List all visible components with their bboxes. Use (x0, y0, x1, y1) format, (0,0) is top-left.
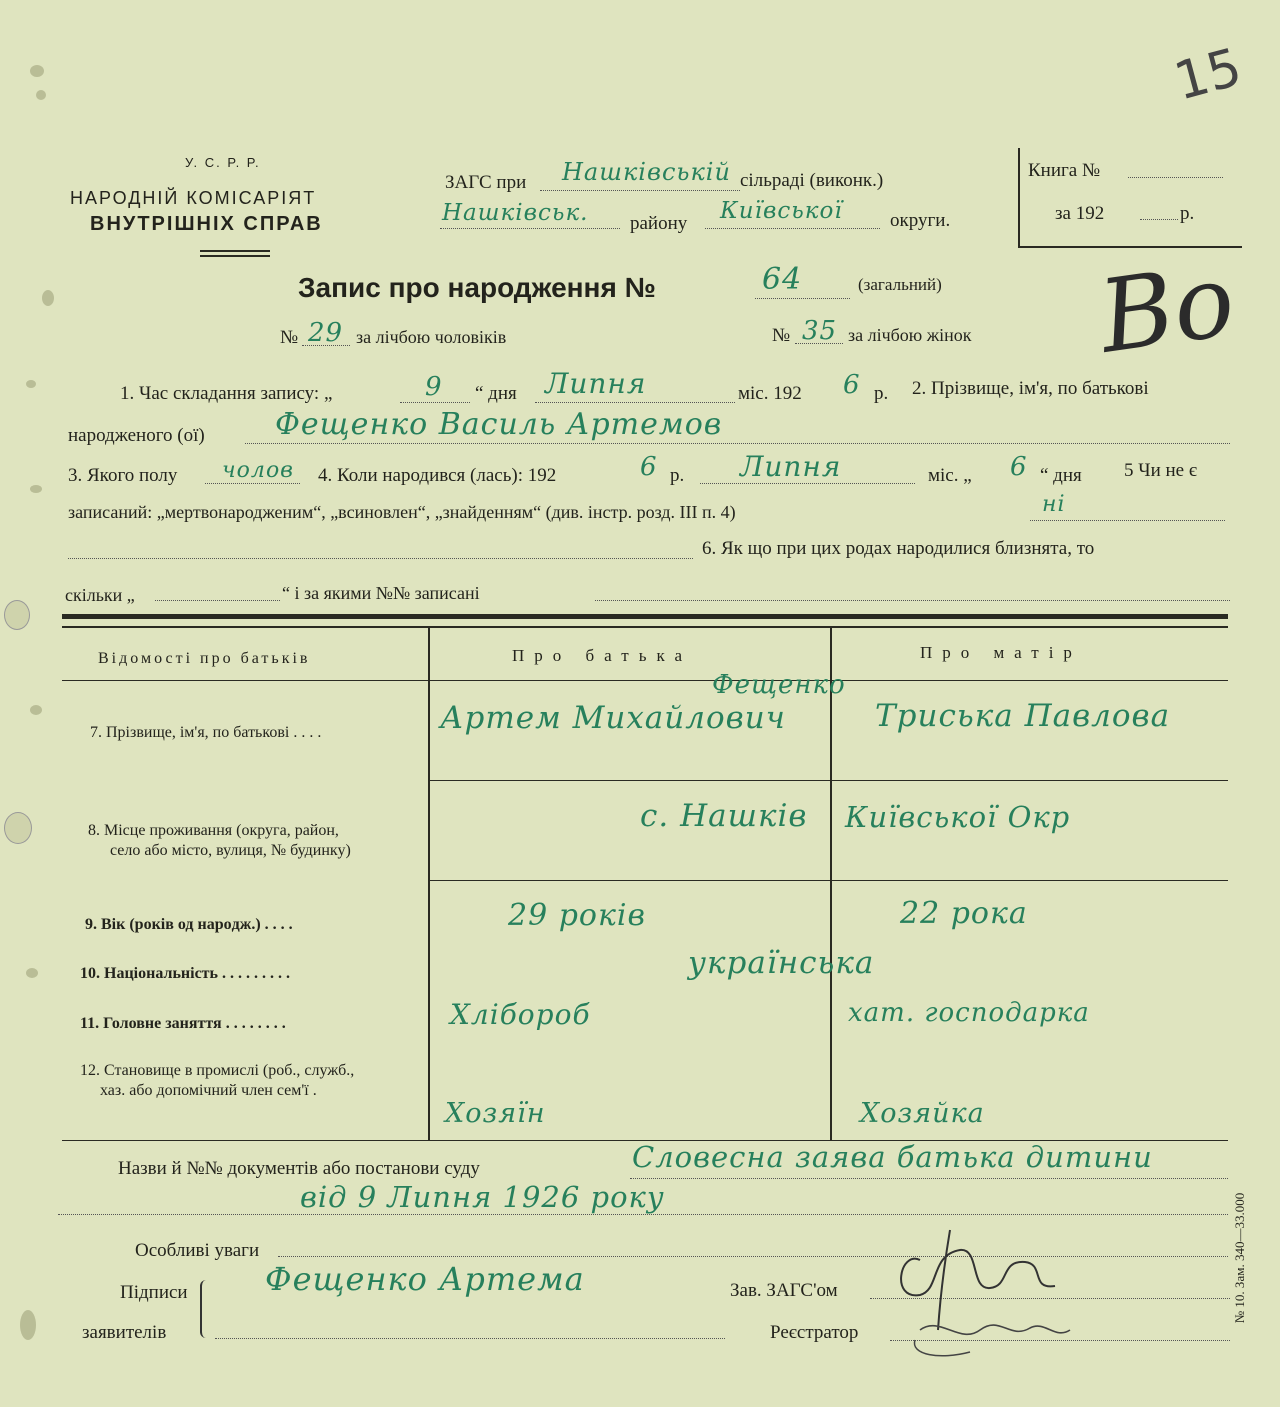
row7-father: Артем Михайлович (440, 700, 786, 736)
row7-father-extra: Фещенко (712, 670, 846, 700)
punch-hole (26, 380, 36, 388)
docs-value-2: від 9 Липня 1926 року (300, 1180, 665, 1214)
signatures-label-1: Підписи (120, 1282, 188, 1303)
table-col-divider (830, 628, 832, 1140)
born-name: Фещенко Василь Артемов (275, 407, 723, 442)
q4-dnya: “ дня (1040, 465, 1082, 486)
header-rule (200, 250, 270, 252)
record-general-label: (загальний) (858, 275, 942, 294)
q6-count-line (155, 600, 280, 601)
row8-label: 8. Місце проживання (округа, район, (88, 822, 339, 839)
q5-line (1030, 520, 1225, 521)
row12-father: Хозяїн (445, 1098, 546, 1129)
q4-month: Липня (740, 450, 842, 483)
q1-day-line (400, 402, 470, 403)
q6-label: 6. Як що при цих родах народилися близнята, то (702, 538, 1095, 559)
record-title: Запис про народження № (298, 272, 656, 303)
book-label: Книга № (1028, 160, 1101, 181)
notes-label: Особливі уваги (135, 1240, 260, 1261)
q6-text-b: “ і за якими №№ записані (282, 583, 480, 603)
commissariat-line-1: НАРОДНІЙ КОМІСАРІЯТ (70, 188, 317, 208)
q4-month-line (700, 483, 915, 484)
registrar-label: Реєстратор (770, 1322, 859, 1343)
table-col-divider (428, 628, 430, 1140)
row9-father: 29 років (508, 898, 646, 933)
q6-numbers-line (595, 600, 1230, 601)
book-year-line (1140, 219, 1178, 220)
q1-year-prefix: міс. 192 (738, 383, 802, 404)
q4-mis: міс. „ (928, 465, 972, 486)
q5-value: ні (1042, 492, 1066, 517)
col-header-info: Відомості про батьків (98, 650, 311, 667)
women-number-prefix: № (772, 325, 791, 346)
row8-father: с. Нашків (640, 798, 808, 834)
table-row-rule (430, 880, 1228, 881)
head-label: Зав. ЗАГС'ом (730, 1280, 838, 1301)
born-name-line (245, 443, 1230, 444)
district-value: Нашківськ. (442, 200, 589, 226)
table-header-rule (62, 680, 1228, 681)
district-line (440, 228, 620, 229)
applicant-signature-line (215, 1338, 725, 1339)
q4-r: р. (670, 465, 685, 486)
men-number-prefix: № (280, 327, 299, 348)
punch-hole (30, 65, 44, 77)
row11-mother: хат. господарка (848, 998, 1090, 1028)
punch-hole (4, 812, 32, 844)
okrug-line (705, 228, 880, 229)
corner-pencil-mark: 15 (1168, 37, 1248, 113)
side-print-code: № 10. Зам. 340—33.000 (1232, 1192, 1247, 1324)
signature-brace (200, 1280, 210, 1338)
book-number-line (1128, 177, 1223, 178)
punch-hole (4, 600, 30, 630)
q1-day: 9 (425, 372, 443, 402)
punch-hole (30, 705, 42, 715)
q4-label: 4. Коли народився (лась): 192 (318, 465, 557, 486)
women-count-label: за лічбою жінок (848, 325, 972, 345)
row12-label-2: хаз. або допомічний член сем'ї . (100, 1082, 317, 1099)
q6-line (68, 558, 693, 559)
punch-hole (36, 90, 46, 100)
punch-hole (30, 485, 42, 493)
signatures-label-2: заявителів (82, 1322, 167, 1343)
q2-label: 2. Прізвище, ім'я, по батькові (912, 378, 1149, 399)
q5-label: 5 Чи не є (1124, 460, 1198, 481)
row10-shared: українська (688, 945, 875, 981)
book-year-prefix: за 192 (1055, 203, 1105, 224)
q5-text: записаний: „мертвонародженим“, „всиновлен“, „знайденням“ (див. інстр. розд. III п. 4) (68, 502, 736, 522)
okrug-label: округи. (890, 210, 951, 231)
docs-line (630, 1178, 1228, 1179)
punch-hole (26, 968, 38, 978)
punch-hole (20, 1310, 36, 1340)
q1-year: 6 (843, 370, 861, 400)
q4-year: 6 (640, 452, 658, 482)
zags-council-line (540, 190, 740, 191)
q1-month-line (535, 402, 735, 403)
zags-suffix: сільраді (виконк.) (740, 170, 884, 191)
row9-label: 9. Вік (років од нарoдж.) . . . . (85, 916, 293, 933)
header-rule (200, 255, 270, 257)
row11-father: Хлібороб (450, 998, 591, 1031)
row8-mother: Київської Окр (845, 800, 1071, 834)
q6-text-a: скільки „ (65, 585, 135, 605)
q3-label: 3. Якого полу (68, 465, 178, 486)
table-row-rule (430, 780, 1228, 781)
ussr-label: У. С. Р. Р. (185, 155, 261, 170)
district-label: району (630, 213, 688, 234)
punch-hole (42, 290, 54, 306)
row7-mother: Триська Павлова (875, 698, 1171, 734)
row11-label: 11. Головне заняття . . . . . . . . (80, 1015, 286, 1032)
zags-prefix: ЗАГС при (445, 172, 527, 193)
corner-ink-mark: Во (1092, 241, 1242, 376)
col-header-mother: Про матір (920, 643, 1082, 662)
row7-label: 7. Прізвище, ім'я, по батькові . . . . (90, 724, 322, 741)
q1-label: 1. Час складання запису: „ (120, 383, 333, 404)
record-number: 64 (762, 262, 803, 297)
docs-label: Назви й №№ документів або постанови суду (118, 1158, 480, 1179)
men-count-label: за лічбою чоловіків (356, 327, 507, 347)
q1-year-suffix: р. (874, 383, 889, 404)
row8-label-2: село або місто, вулиця, № будинку) (110, 842, 351, 859)
table-top-rule (62, 614, 1228, 619)
q1-mid: “ дня (475, 383, 517, 404)
row9-mother: 22 рока (900, 896, 1028, 931)
head-signature-mark (880, 1220, 1100, 1370)
book-year-suffix: р. (1180, 203, 1195, 224)
q4-day: 6 (1010, 452, 1028, 482)
table-top-rule-thin (62, 626, 1228, 628)
okrug-value: Київської (720, 198, 843, 224)
q1-month: Липня (545, 367, 647, 400)
commissariat-line-2: ВНУТРІШНІХ СПРАВ (90, 213, 323, 235)
zags-council-value: Нашківській (562, 158, 731, 186)
docs-line-2 (58, 1214, 1228, 1215)
applicant-signature: Фещенко Артема (265, 1260, 585, 1298)
row12-mother: Хозяйка (860, 1098, 985, 1129)
row12-label: 12. Становище в промислі (роб., служб., (80, 1062, 355, 1079)
women-number: 35 (802, 316, 838, 346)
q3-line (205, 483, 300, 484)
row10-label: 10. Національність . . . . . . . . . (80, 965, 290, 982)
col-header-father: Про батька (512, 646, 693, 665)
docs-value-1: Словесна заява батька дитини (632, 1140, 1153, 1174)
q3-value: чолов (222, 458, 294, 483)
born-label: народженого (ої) (68, 425, 205, 446)
men-number: 29 (308, 318, 344, 348)
record-number-line (755, 298, 850, 299)
